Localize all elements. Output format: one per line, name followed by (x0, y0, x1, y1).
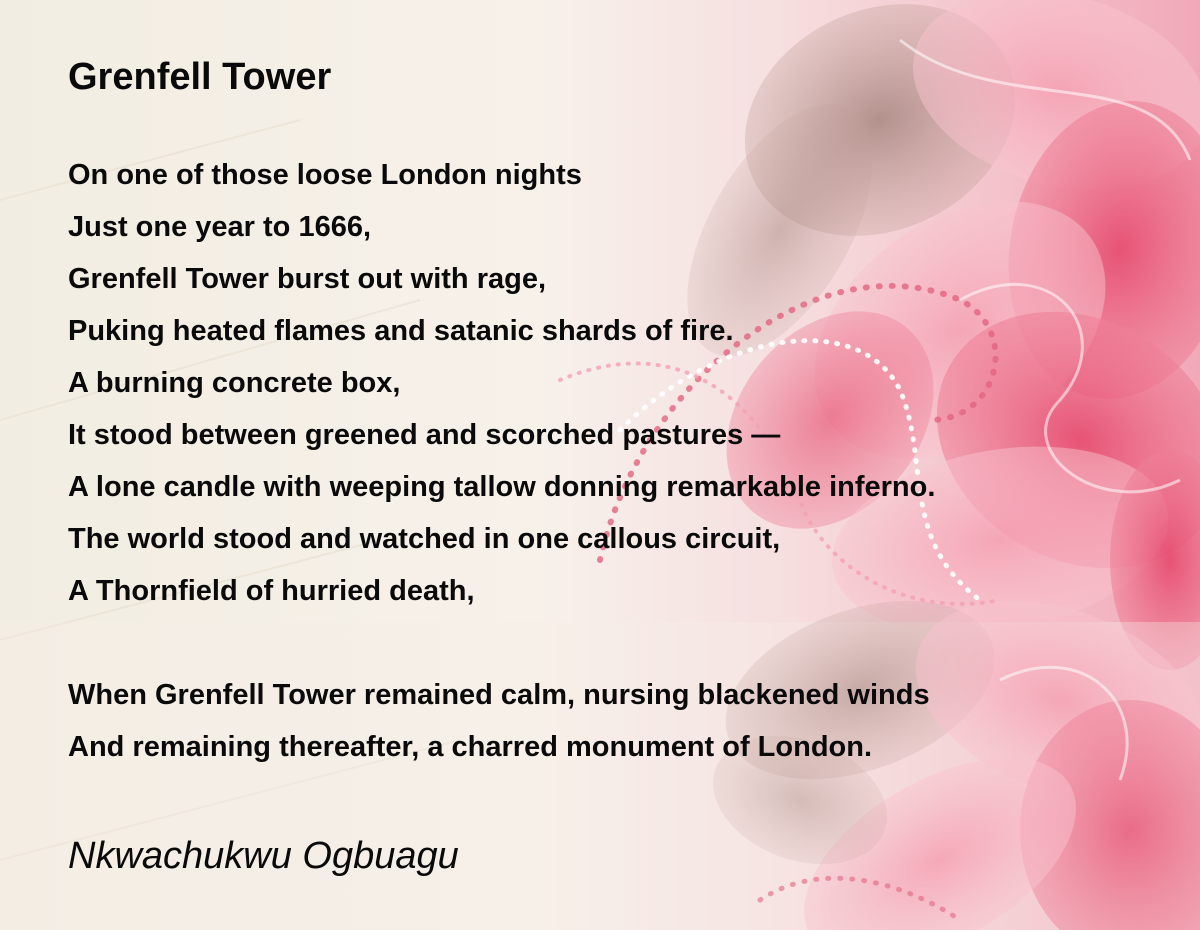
poem-line: When Grenfell Tower remained calm, nursing blackened winds (68, 679, 930, 711)
poem-author: Nkwachukwu Ogbuagu (68, 835, 459, 877)
poem-line: It stood between greened and scorched pastures — (68, 419, 781, 451)
poem-line: A lone candle with weeping tallow donning remarkable inferno. (68, 471, 936, 503)
poem-title: Grenfell Tower (68, 56, 332, 98)
poem-line: On one of those loose London nights (68, 159, 582, 191)
poem-line: Puking heated flames and satanic shards of fire. (68, 315, 734, 347)
poem-line: Grenfell Tower burst out with rage, (68, 263, 547, 295)
poem-line: A burning concrete box, (68, 367, 401, 399)
poem-line: And remaining thereafter, a charred monument of London. (68, 731, 873, 763)
poem-line: Just one year to 1666, (68, 211, 372, 243)
poem-line: The world stood and watched in one callous circuit, (68, 523, 781, 555)
poem-line: A Thornfield of hurried death, (68, 575, 475, 607)
